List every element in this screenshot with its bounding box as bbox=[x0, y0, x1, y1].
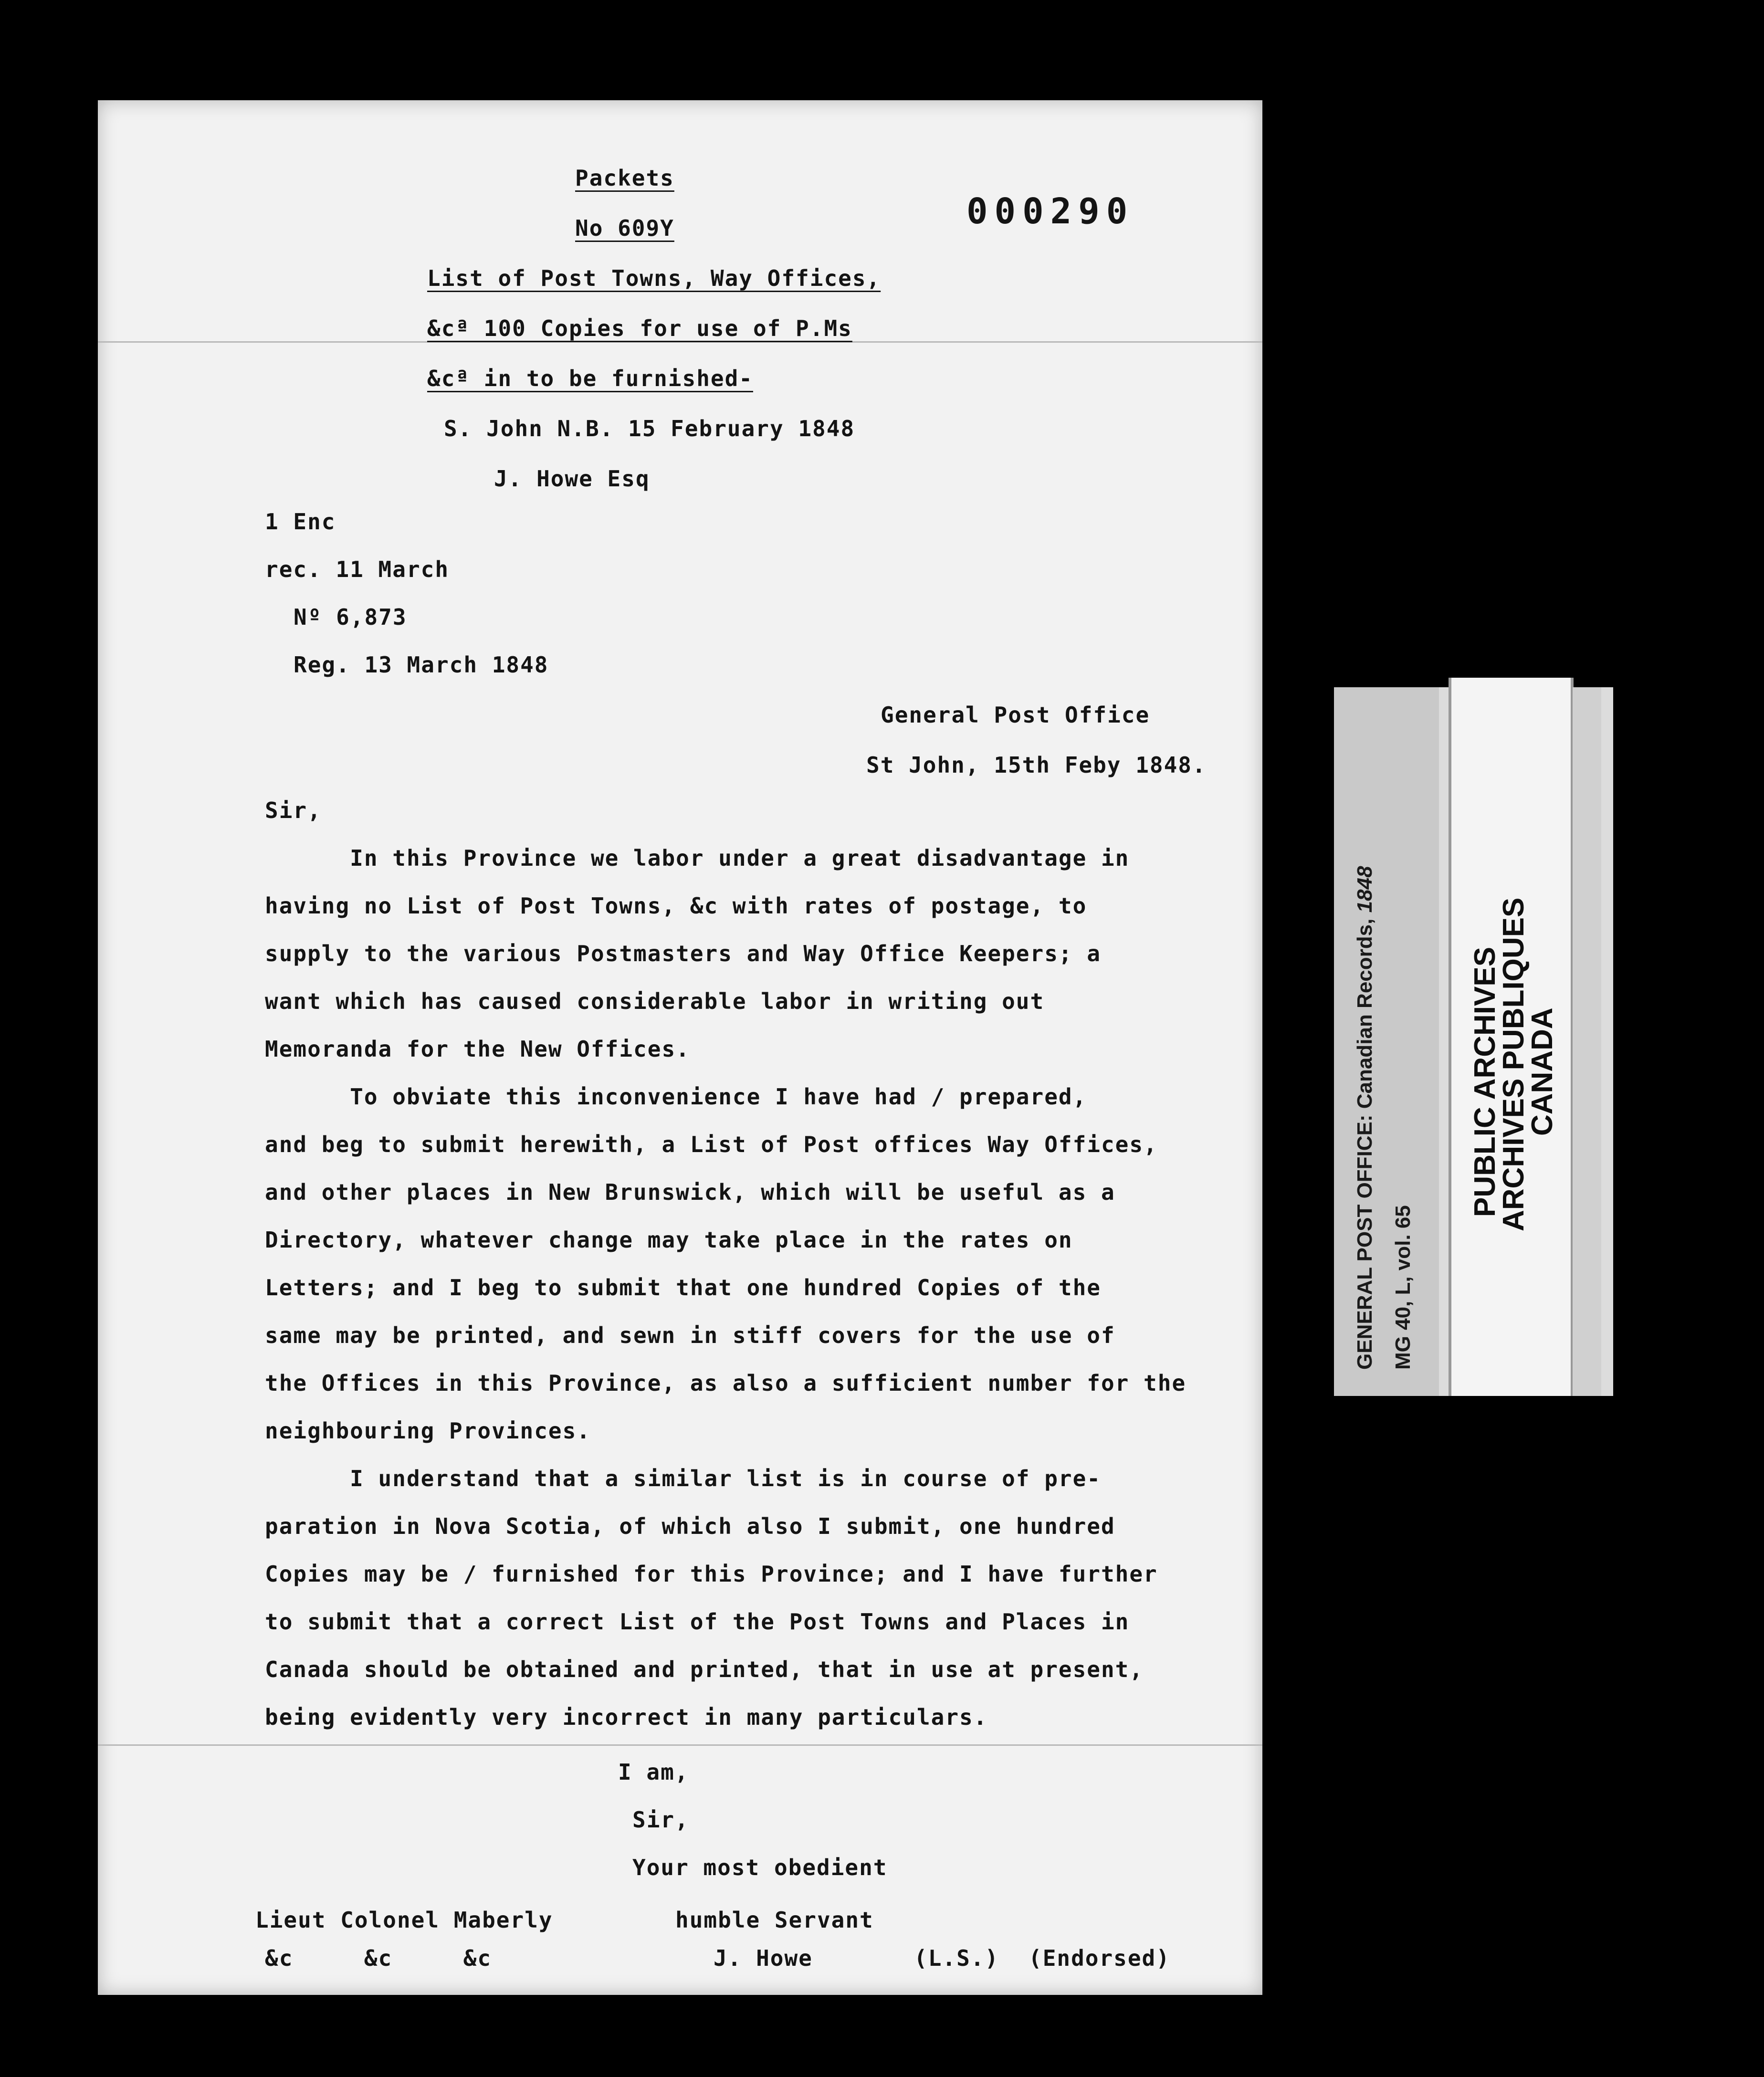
heading-subject-3: &cª in to be furnished- bbox=[427, 366, 753, 391]
body-line: neighbouring Provinces. bbox=[265, 1418, 591, 1444]
body-line: and other places in New Brunswick, which will be useful as a bbox=[265, 1179, 1115, 1205]
page-fold-line bbox=[98, 341, 1262, 343]
body-line: being evidently very incorrect in many particulars. bbox=[265, 1704, 988, 1730]
body-line: Copies may be / furnished for this Province; and I have further bbox=[265, 1561, 1158, 1587]
label-institution-fr: ARCHIVES PUBLIQUES bbox=[1497, 897, 1530, 1231]
body-line: In this Province we labor under a great disadvantage in bbox=[265, 845, 1130, 871]
body-line: supply to the various Postmasters and Way Office Keepers; a bbox=[265, 941, 1101, 966]
label-institution-band bbox=[1449, 678, 1574, 1396]
docket-enclosure: 1 Enc bbox=[265, 509, 336, 535]
docket-number: Nº 6,873 bbox=[294, 604, 407, 630]
body-line: paration in Nova Scotia, of which also I submit, one hundred bbox=[265, 1513, 1115, 1539]
document-page bbox=[98, 100, 1262, 1995]
label-institution-en: PUBLIC ARCHIVES bbox=[1469, 946, 1502, 1217]
address-date: St John, 15th Feby 1848. bbox=[866, 752, 1207, 778]
body-line: Directory, whatever change may take place in the rates on bbox=[265, 1227, 1073, 1253]
body-line: the Offices in this Province, as also a sufficient number for the bbox=[265, 1370, 1186, 1396]
salutation: Sir, bbox=[265, 797, 322, 823]
body-line: same may be printed, and sewn in stiff covers for the use of bbox=[265, 1322, 1115, 1348]
label-reference-panel bbox=[1334, 687, 1439, 1396]
body-line: want which has caused considerable labor in writing out bbox=[265, 988, 1045, 1014]
heading-subject-2: &cª 100 Copies for use of P.Ms bbox=[427, 315, 852, 341]
archive-label bbox=[1334, 687, 1613, 1396]
page-fold-line bbox=[98, 1744, 1262, 1746]
addressee-name: Lieut Colonel Maberly bbox=[255, 1907, 553, 1933]
body-line: Letters; and I beg to submit that one hundred Copies of the bbox=[265, 1275, 1101, 1301]
body-line: I understand that a similar list is in course of pre- bbox=[265, 1466, 1101, 1491]
heading-subject-1: List of Post Towns, Way Offices, bbox=[427, 265, 881, 291]
docket-received: rec. 11 March bbox=[265, 556, 450, 582]
heading-packets: Packets bbox=[575, 165, 674, 191]
signature: J. Howe bbox=[714, 1945, 813, 1971]
heading-place-date: S. John N.B. 15 February 1848 bbox=[444, 416, 855, 441]
closing-i-am: I am, bbox=[618, 1759, 689, 1785]
heading-number: No 609Y bbox=[575, 215, 674, 241]
closing-sir: Sir, bbox=[632, 1807, 689, 1833]
label-edge-strip bbox=[1573, 687, 1601, 1396]
docket-registered: Reg. 13 March 1848 bbox=[294, 652, 549, 678]
stamp-number: 000290 bbox=[966, 191, 1134, 232]
closing-obedient: Your most obedient bbox=[632, 1855, 888, 1880]
label-series: GENERAL POST OFFICE: Canadian Records, 1848 bbox=[1353, 866, 1376, 1370]
label-reference: MG 40, L, vol. 65 bbox=[1391, 1205, 1415, 1370]
closing-servant: humble Servant bbox=[675, 1907, 874, 1933]
addressee-etc: &c &c &c bbox=[265, 1945, 492, 1971]
body-line: Canada should be obtained and printed, that in use at present, bbox=[265, 1657, 1144, 1682]
body-line: Memoranda for the New Offices. bbox=[265, 1036, 690, 1062]
body-line: and beg to submit herewith, a List of Post offices Way Offices, bbox=[265, 1132, 1158, 1157]
body-line: to submit that a correct List of the Post Towns and Places in bbox=[265, 1609, 1130, 1635]
endorsed-mark: (Endorsed) bbox=[1029, 1945, 1170, 1971]
body-line: having no List of Post Towns, &c with rates of postage, to bbox=[265, 893, 1087, 919]
body-line: To obviate this inconvenience I have had / prepared, bbox=[265, 1084, 1087, 1110]
address-office: General Post Office bbox=[881, 702, 1150, 728]
heading-sender: J. Howe Esq bbox=[494, 466, 650, 492]
label-country: CANADA bbox=[1526, 1007, 1559, 1136]
seal-mark: (L.S.) bbox=[914, 1945, 999, 1971]
